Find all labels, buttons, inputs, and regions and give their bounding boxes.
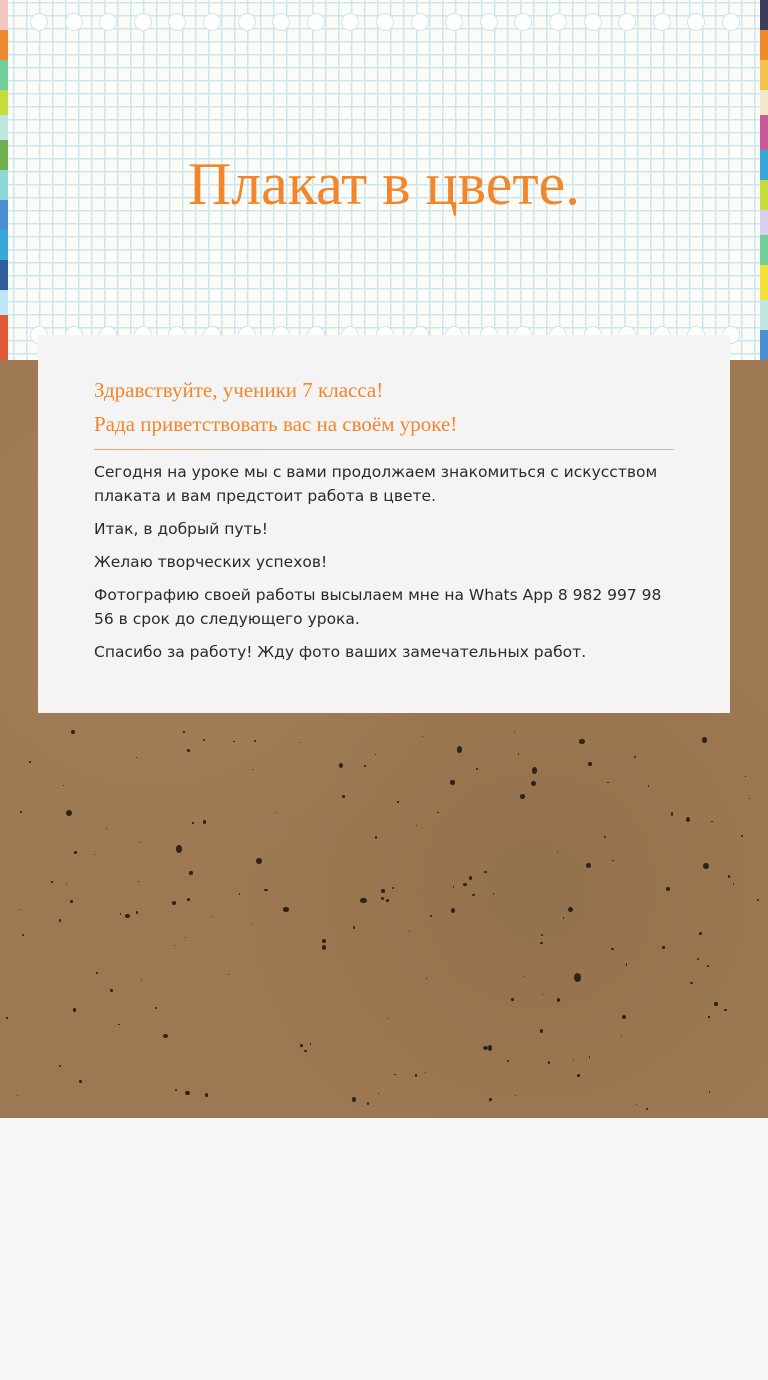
speck xyxy=(392,887,394,889)
speck xyxy=(228,974,229,975)
speck xyxy=(275,812,276,813)
hole-icon xyxy=(168,13,186,31)
speck xyxy=(110,989,113,992)
hole-icon xyxy=(411,13,429,31)
speck xyxy=(141,980,142,981)
speck xyxy=(6,1017,7,1018)
speck xyxy=(749,798,750,799)
speck xyxy=(375,836,377,838)
speck xyxy=(174,945,175,946)
speck xyxy=(579,739,584,744)
speck xyxy=(489,1101,490,1102)
speck xyxy=(283,907,288,912)
speck xyxy=(636,1104,637,1105)
speck xyxy=(451,908,455,913)
hole-icon xyxy=(584,13,602,31)
speck xyxy=(518,753,520,755)
speck xyxy=(360,898,366,904)
speck xyxy=(548,1061,550,1063)
speck xyxy=(416,825,417,826)
speck xyxy=(472,894,474,896)
speck xyxy=(540,942,542,944)
paragraph: Фотографию своей работы высылаем мне на Whats App 8 982 997 98 56 в срок до следующего урока. xyxy=(94,586,662,628)
speck xyxy=(120,913,121,914)
speck xyxy=(540,1029,544,1033)
speck xyxy=(59,1065,61,1067)
hole-icon xyxy=(65,13,83,31)
speck xyxy=(588,762,591,766)
hole-icon xyxy=(618,13,636,31)
speck xyxy=(646,1108,648,1110)
speck xyxy=(66,810,72,816)
speck xyxy=(409,931,410,932)
speck xyxy=(63,785,65,787)
speck xyxy=(662,946,664,948)
speck xyxy=(353,926,355,928)
speck xyxy=(394,1074,395,1075)
speck xyxy=(450,780,455,785)
speck xyxy=(690,982,693,984)
speck xyxy=(686,817,690,822)
content-card xyxy=(38,335,730,713)
speck xyxy=(488,1045,492,1051)
speck xyxy=(666,887,669,891)
speck xyxy=(187,749,190,752)
speck xyxy=(415,1074,418,1077)
hole-icon xyxy=(30,13,48,31)
speck xyxy=(724,1009,726,1011)
speck xyxy=(22,934,24,936)
speck xyxy=(264,889,267,892)
speck xyxy=(310,1043,312,1045)
hole-icon xyxy=(514,13,532,31)
speck xyxy=(542,994,543,995)
speck xyxy=(397,801,398,803)
greeting-line: Здравствуйте, ученики 7 класса! xyxy=(94,378,384,402)
paragraph: Спасибо за работу! Жду фото ваших замечательных работ. xyxy=(94,643,587,661)
speck xyxy=(20,811,22,813)
hole-icon xyxy=(445,13,463,31)
speck xyxy=(573,1060,574,1061)
speck xyxy=(140,842,141,843)
speck xyxy=(612,860,614,862)
speck xyxy=(300,742,301,743)
speck xyxy=(574,973,581,982)
speck xyxy=(51,881,52,883)
speck xyxy=(136,911,139,914)
speck xyxy=(185,1091,190,1096)
speck xyxy=(622,1015,626,1019)
speck xyxy=(172,901,176,905)
paragraph: Сегодня на уроке мы с вами продолжаем знакомиться с искусством плаката и вам предстоит работа в цвете. xyxy=(94,463,658,505)
hole-icon xyxy=(134,13,152,31)
hole-icon xyxy=(549,13,567,31)
speck xyxy=(185,937,186,938)
speck xyxy=(176,845,182,853)
speck xyxy=(589,1056,591,1058)
speck xyxy=(183,731,184,732)
speck xyxy=(189,871,193,874)
speck xyxy=(514,731,515,732)
speck xyxy=(708,1016,709,1017)
speck xyxy=(430,915,432,917)
speck xyxy=(29,761,31,763)
speck xyxy=(577,1074,580,1077)
speck xyxy=(707,965,709,967)
speck xyxy=(352,1097,356,1102)
speck xyxy=(648,785,649,786)
speck xyxy=(607,782,609,783)
divider xyxy=(94,449,674,450)
speck xyxy=(163,1034,168,1038)
speck xyxy=(388,1018,389,1019)
speck xyxy=(322,939,326,943)
speck xyxy=(557,998,560,1002)
speck xyxy=(187,898,190,901)
speck xyxy=(557,852,558,853)
speck xyxy=(520,794,526,799)
speck xyxy=(212,916,213,917)
speck xyxy=(634,756,636,758)
hole-icon xyxy=(99,13,117,31)
paragraph: Желаю творческих успехов! xyxy=(94,553,328,571)
speck xyxy=(192,822,193,823)
speck xyxy=(699,932,702,935)
hole-icon xyxy=(203,13,221,31)
speck xyxy=(671,815,673,817)
speck xyxy=(342,795,345,798)
speck xyxy=(463,883,467,887)
speck xyxy=(437,812,439,814)
speck xyxy=(422,736,423,737)
speck xyxy=(73,1008,76,1011)
speck xyxy=(604,836,607,838)
speck xyxy=(457,746,462,752)
speck xyxy=(252,769,253,770)
hole-icon xyxy=(341,13,359,31)
speck xyxy=(702,737,707,743)
speck xyxy=(611,948,614,951)
speck xyxy=(74,851,77,854)
speck xyxy=(138,881,139,882)
speck xyxy=(531,781,536,787)
hole-icon xyxy=(272,13,290,31)
speck xyxy=(252,924,253,925)
speck xyxy=(205,1093,208,1096)
speck xyxy=(66,883,67,884)
speck xyxy=(175,1089,177,1091)
speck xyxy=(378,1093,380,1095)
speck xyxy=(626,963,628,965)
greeting-line: Рада приветствовать вас на своём уроке! xyxy=(94,412,458,436)
speck xyxy=(203,739,205,741)
speck xyxy=(59,919,62,922)
speck xyxy=(239,893,241,895)
hole-icon xyxy=(238,13,256,31)
speck xyxy=(453,886,454,888)
speck xyxy=(136,757,137,758)
speck xyxy=(322,945,326,950)
speck xyxy=(745,776,746,777)
speck xyxy=(541,934,543,936)
speck xyxy=(381,889,385,892)
speck xyxy=(17,1095,19,1097)
speck xyxy=(711,821,713,823)
speck xyxy=(203,820,207,824)
speck xyxy=(741,835,743,837)
speck xyxy=(381,897,384,900)
speck xyxy=(233,741,234,742)
speck xyxy=(375,754,376,755)
speck xyxy=(697,958,699,960)
header-banner xyxy=(0,0,768,360)
paragraph: Итак, в добрый путь! xyxy=(94,520,268,538)
speck xyxy=(256,858,262,864)
speck xyxy=(425,1072,426,1073)
speck xyxy=(532,767,537,773)
speck xyxy=(19,909,20,910)
speck xyxy=(125,914,130,918)
speck xyxy=(733,883,734,885)
speck xyxy=(96,972,98,974)
speck xyxy=(79,1080,83,1083)
speck xyxy=(106,828,107,829)
speck xyxy=(757,899,759,901)
speck xyxy=(511,998,514,1002)
speck xyxy=(568,907,573,912)
speck xyxy=(304,1050,306,1052)
hole-icon xyxy=(687,13,705,31)
speck xyxy=(709,1091,711,1093)
speck xyxy=(703,863,708,869)
speck xyxy=(476,768,479,770)
speck xyxy=(71,730,75,734)
speck xyxy=(339,763,343,768)
speck xyxy=(515,1095,516,1096)
hole-icon xyxy=(376,13,394,31)
speck xyxy=(118,1024,120,1026)
notebook-holes-top xyxy=(30,13,750,31)
page-title: Плакат в цвете. xyxy=(187,151,581,217)
speck xyxy=(469,876,473,880)
speck xyxy=(364,765,366,766)
speck xyxy=(367,1102,369,1105)
hole-icon xyxy=(722,13,740,31)
speck xyxy=(386,899,389,903)
speck xyxy=(493,893,494,894)
speck xyxy=(586,863,590,868)
speck xyxy=(483,1046,488,1050)
speck xyxy=(70,900,72,903)
speck xyxy=(155,1007,157,1010)
speck xyxy=(300,1044,303,1047)
speck xyxy=(426,978,427,980)
hole-icon xyxy=(480,13,498,31)
speck xyxy=(563,917,565,919)
hole-icon xyxy=(307,13,325,31)
speck xyxy=(621,1035,622,1036)
speck xyxy=(94,854,95,855)
speck xyxy=(714,1002,717,1005)
hole-icon xyxy=(653,13,671,31)
speck xyxy=(523,976,524,977)
speck xyxy=(728,875,730,878)
speck xyxy=(507,1060,509,1062)
speck xyxy=(489,1098,491,1101)
speck xyxy=(254,740,256,742)
speck xyxy=(484,871,486,873)
